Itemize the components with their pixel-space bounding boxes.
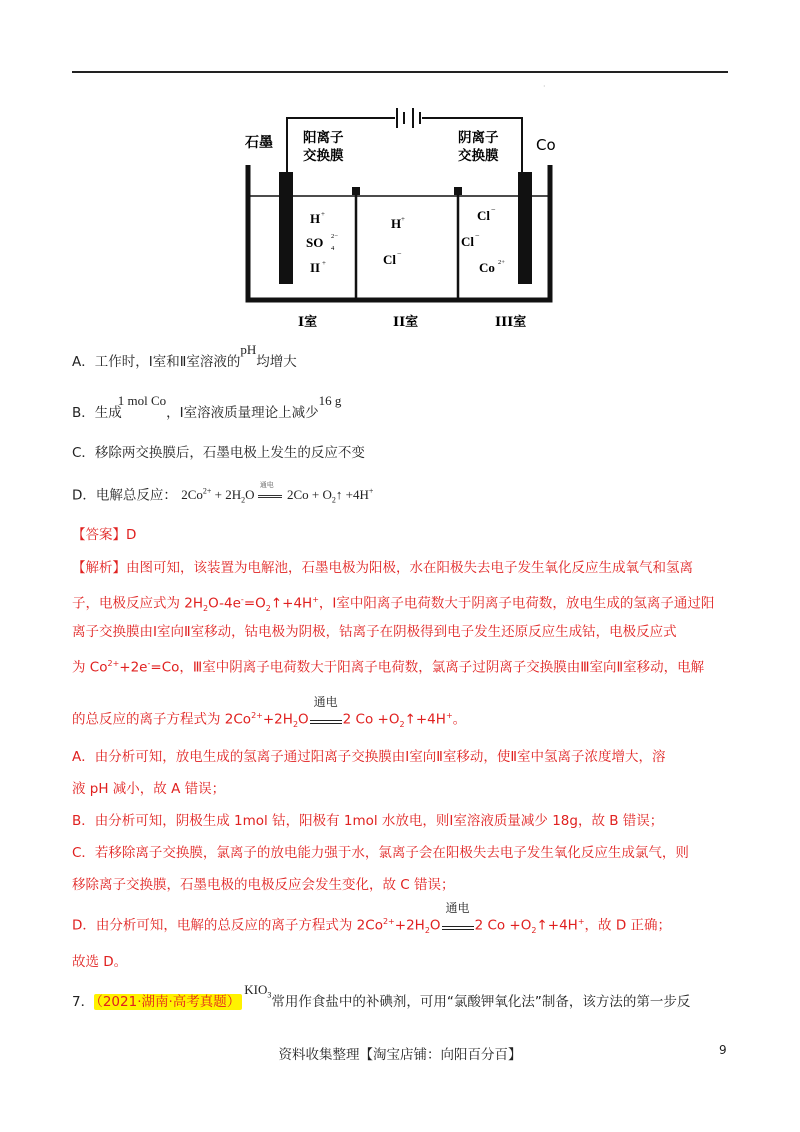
d1a: D．由分析可知，电解的总反应的离子方程式为 2Co — [72, 917, 383, 934]
graphite-electrode — [279, 172, 293, 284]
ion-h-chamber2-charge: + — [401, 215, 405, 223]
ion-h-chamber1-charge: + — [321, 210, 325, 218]
cation-membrane-label-1: 阳离子 — [303, 130, 344, 146]
a5-arrow — [310, 694, 342, 730]
ion-h-chamber1-b: II — [310, 260, 321, 275]
cobalt-electrode — [518, 172, 532, 284]
option-a-tail: 均增大 — [256, 354, 297, 370]
a5-cond: 通电 — [313, 694, 338, 709]
ion-so4-sub: 4 — [331, 245, 335, 252]
option-a-ph: pH — [240, 342, 257, 357]
a2d: ↑+4H — [270, 595, 313, 612]
ion-h-chamber1: H — [310, 211, 321, 226]
analysis-c-2: 移除离子交换膜，石墨电极的电极反应会发生变化，故 C 错误； — [72, 877, 455, 893]
analysis-line-5: 的总反应的离子方程式为 $2Co^{2+}+2H_2O$ 通电 2 $Co +O_2↑+4H^+$。 — [72, 706, 466, 735]
analysis-label: 【解析】 — [72, 560, 126, 576]
a5a: 的总反应的离子方程式为 2Co — [72, 711, 252, 728]
option-d-equation: $2Co^{2+} + 2H_2O$ 通电 $2Co + O_2↑ +4H^+$ — [181, 487, 373, 502]
d1e: ↑+4H — [536, 917, 578, 934]
ion-h-chamber1-b-charge: + — [322, 259, 326, 267]
ion-cl-chamber3-a: Cl — [477, 208, 490, 223]
analysis-line-3: 离子交换膜由Ⅰ室向Ⅱ室移动，钴电极为阴极，钴离子在阴极得到电子发生还原反应生成钴，电极反应式 — [72, 624, 677, 640]
anion-membrane-label-2: 交换膜 — [458, 148, 499, 164]
option-c: C．移除两交换膜后，石墨电极上发生的反应不变 — [72, 445, 365, 461]
a5c: O — [298, 711, 309, 728]
a5d: 2 Co +O — [342, 711, 400, 728]
ion-cl-chamber3-b: Cl — [461, 234, 474, 249]
anion-membrane-label-1: 阴离子 — [458, 130, 499, 146]
cation-membrane-label-2: 交换膜 — [303, 148, 344, 164]
chamber-3-label: III室 — [495, 315, 527, 330]
tank — [248, 165, 550, 300]
option-a — [72, 342, 297, 372]
analysis-d-1: D．由分析可知，电解的总反应的离子方程式为 $2Co^{2+}+2H_2O$ 通电 2 $Co +O_2↑+4H^+$，故 D 正确； — [72, 912, 671, 941]
d1-arrow — [442, 900, 474, 936]
a2a: 子，电极反应式为 2H — [72, 595, 204, 612]
d1d: 2 Co +O — [474, 917, 532, 934]
d-cond: 通电 — [259, 481, 274, 490]
ion-so4-charge: 2− — [331, 233, 338, 240]
top-rule — [72, 71, 728, 73]
analysis-a-1: A．由分析可知，放电生成的氢离子通过阳离子交换膜由Ⅰ室向Ⅱ室移动，使Ⅱ室中氢离子浓度增大，溶 — [72, 749, 666, 765]
answer: 【答案】D — [72, 527, 137, 543]
chamber-2-label: II室 — [393, 315, 419, 330]
ion-so4-chamber1: SO — [306, 235, 324, 250]
q7-text: 常用作食盐中的补碘剂，可用“氯酸钾氧化法”制备，该方法的第一步反 — [271, 994, 691, 1010]
option-d — [72, 482, 373, 511]
d-left: 2Co — [181, 487, 203, 503]
question-7 — [72, 982, 691, 1018]
a4b: +2e — [119, 659, 148, 676]
option-b-mid: ，Ⅰ室溶液质量理论上减少 — [166, 405, 319, 421]
chamber-1-label: I室 — [298, 315, 318, 330]
a2c: =O — [243, 595, 266, 612]
d-water: + 2H — [214, 487, 242, 503]
a4c: =Co，Ⅲ室中阴离子电荷数大于阳离子电荷数，氯离子过阴离子交换膜由Ⅲ室向Ⅱ室移动，电解 — [150, 659, 705, 676]
option-d-head: D．电解总反应： — [72, 487, 177, 504]
a5e: ↑+4H — [404, 711, 446, 728]
electrolysis-diagram — [200, 90, 580, 340]
graphite-label: 石墨 — [245, 135, 273, 151]
a5b: +2H — [262, 711, 293, 728]
q7-compound: $KIO_3$ — [244, 982, 272, 1000]
d1b: +2H — [394, 917, 425, 934]
option-b-mass: 16 g — [318, 393, 342, 408]
ion-cl-chamber3-a-charge: − — [491, 205, 496, 214]
ion-co-chamber3-charge: 2+ — [498, 259, 505, 266]
footer-text: 资料收集整理【淘宝店铺：向阳百分百】 — [278, 1047, 522, 1063]
ion-h-chamber2: H — [391, 216, 402, 231]
option-b — [72, 393, 342, 423]
top-mark: · — [543, 82, 546, 91]
analysis-line-1 — [72, 558, 693, 578]
ion-cl-chamber2-charge: − — [397, 249, 402, 258]
analysis-line-2: 子，电极反应式为 $2H_2O-4e^-=O_2↑+4H^+$，Ⅰ室中阳离子电荷数大于阴离子电荷数，放电生成的氢离子通过阳 — [72, 595, 715, 614]
page-number: 9 — [719, 1043, 727, 1057]
option-b-head: B．生成 — [72, 405, 122, 421]
q7-source-tag[interactable]: （2021·湖南·高考真题） — [96, 994, 241, 1010]
a2b: O-4e — [208, 595, 241, 612]
d1-cond: 通电 — [445, 900, 470, 915]
anion-membrane-tab — [454, 187, 462, 195]
analysis-conclusion: 故选 D。 — [72, 954, 128, 970]
option-b-mol: 1 mol Co — [117, 393, 167, 408]
analysis-line-4: 为 $Co^{2+}+2e^-=Co$，Ⅲ室中阴离子电荷数大于阳离子电荷数，氯离子过阴离子交换膜由Ⅲ室向Ⅱ室移动，电解 — [72, 659, 705, 676]
ion-co-chamber3: Co — [479, 260, 495, 275]
q7-number: 7． — [72, 994, 95, 1010]
cation-membrane-tab — [352, 187, 360, 195]
cobalt-label: Co — [536, 136, 556, 154]
ion-cl-chamber2: Cl — [383, 252, 396, 267]
analysis-a-2: 液 pH 减小，故 A 错误； — [72, 781, 226, 797]
ion-cl-chamber3-b-charge: − — [475, 231, 480, 240]
analysis-line-1-text: 由图可知，该装置为电解池，石墨电极为阳极，水在阳极失去电子发生氧化反应生成氧气和氢离 — [126, 560, 693, 576]
a2e: ，Ⅰ室中阳离子电荷数大于阴离子电荷数，放电生成的氢离子通过阳 — [318, 595, 715, 612]
d-up: ↑ +4H — [335, 487, 369, 503]
d-right: 2Co + O — [287, 487, 332, 503]
a4a: 为 Co — [72, 659, 108, 676]
analysis-b-1: B．由分析可知，阴极生成 1mol 钴，阳极有 1mol 水放电，则Ⅰ室溶液质量减少 18g，故 B 错误； — [72, 813, 664, 829]
d1f: ，故 D 正确； — [584, 917, 672, 934]
q7-compound-text: KIO — [244, 982, 268, 997]
a5f: 。 — [452, 711, 467, 728]
analysis-c-1: C．若移除离子交换膜，氯离子的放电能力强于水，氯离子会在阳极失去电子发生氧化反应生成氯气，则 — [72, 845, 689, 861]
d1c: O — [429, 917, 441, 934]
option-a-text: A．工作时，Ⅰ室和Ⅱ室溶液的 — [72, 354, 241, 370]
